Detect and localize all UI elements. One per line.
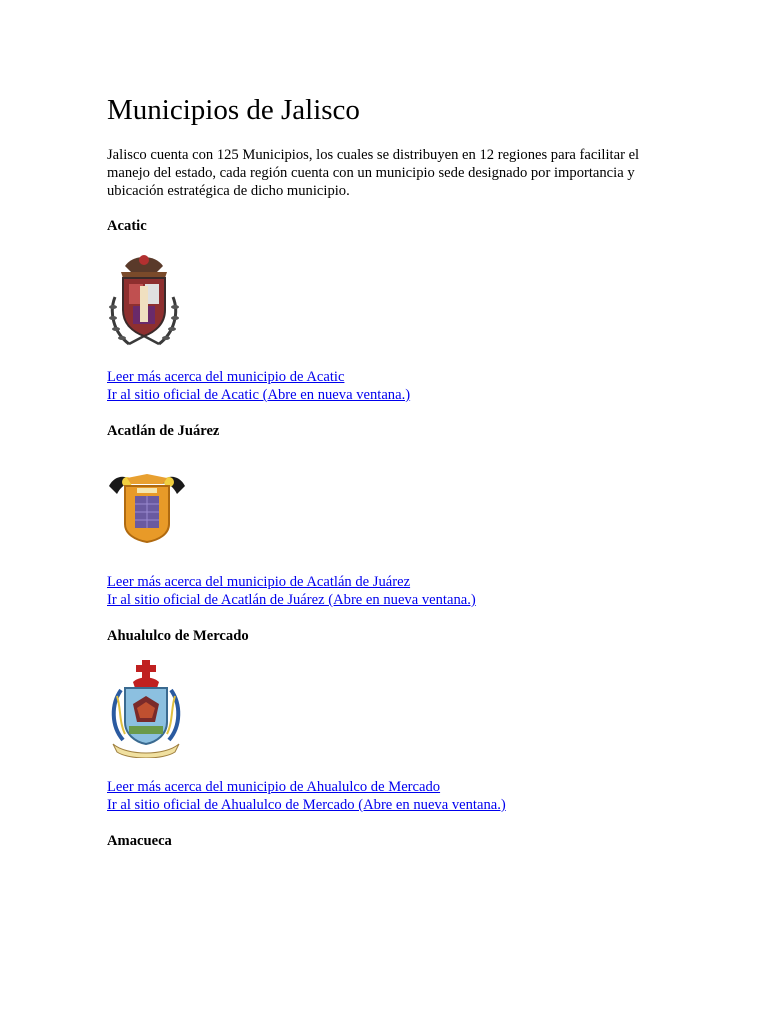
official-site-link-acatlan-de-juarez[interactable]: Ir al sitio oficial de Acatlán de Juárez (Abre en nueva ventana.) (107, 592, 476, 608)
read-more-link-ahualulco-de-mercado[interactable]: Leer más acerca del municipio de Ahualulco de Mercado (107, 779, 441, 795)
municipio-links-acatlan-de-juarez (107, 573, 476, 609)
municipio-heading-ahualulco-de-mercado: Ahualulco de Mercado (107, 628, 249, 644)
read-more-link-acatlan-de-juarez[interactable]: Leer más acerca del municipio de Acatlán de Juárez (107, 574, 411, 590)
municipio-links-ahualulco-de-mercado (107, 778, 506, 814)
intro-paragraph: Jalisco cuenta con 125 Municipios, los cuales se distribuyen en 12 regiones para facilitar el manejo del estado, cada región cuenta con un municipio sede designado por importancia y ubicación estratégica de dicho municipio. (107, 147, 640, 199)
municipio-heading-acatic: Acatic (107, 218, 147, 234)
acatlan-de-juarez-coat-of-arms-icon (107, 472, 187, 544)
municipio-heading-acatlan-de-juarez: Acatlán de Juárez (107, 423, 220, 439)
acatic-coat-of-arms-icon (107, 252, 181, 350)
official-site-link-ahualulco-de-mercado[interactable]: Ir al sitio oficial de Ahualulco de Mercado (Abre en nueva ventana.) (107, 797, 506, 813)
read-more-link-acatic[interactable]: Leer más acerca del municipio de Acatic (107, 369, 345, 385)
official-site-link-acatic[interactable]: Ir al sitio oficial de Acatic (Abre en nueva ventana.) (107, 387, 411, 403)
municipio-heading-amacueca: Amacueca (107, 833, 172, 849)
page-title: Municipios de Jalisco (107, 94, 360, 126)
ahualulco-de-mercado-coat-of-arms-icon (107, 660, 185, 758)
municipio-links-acatic (107, 368, 410, 404)
